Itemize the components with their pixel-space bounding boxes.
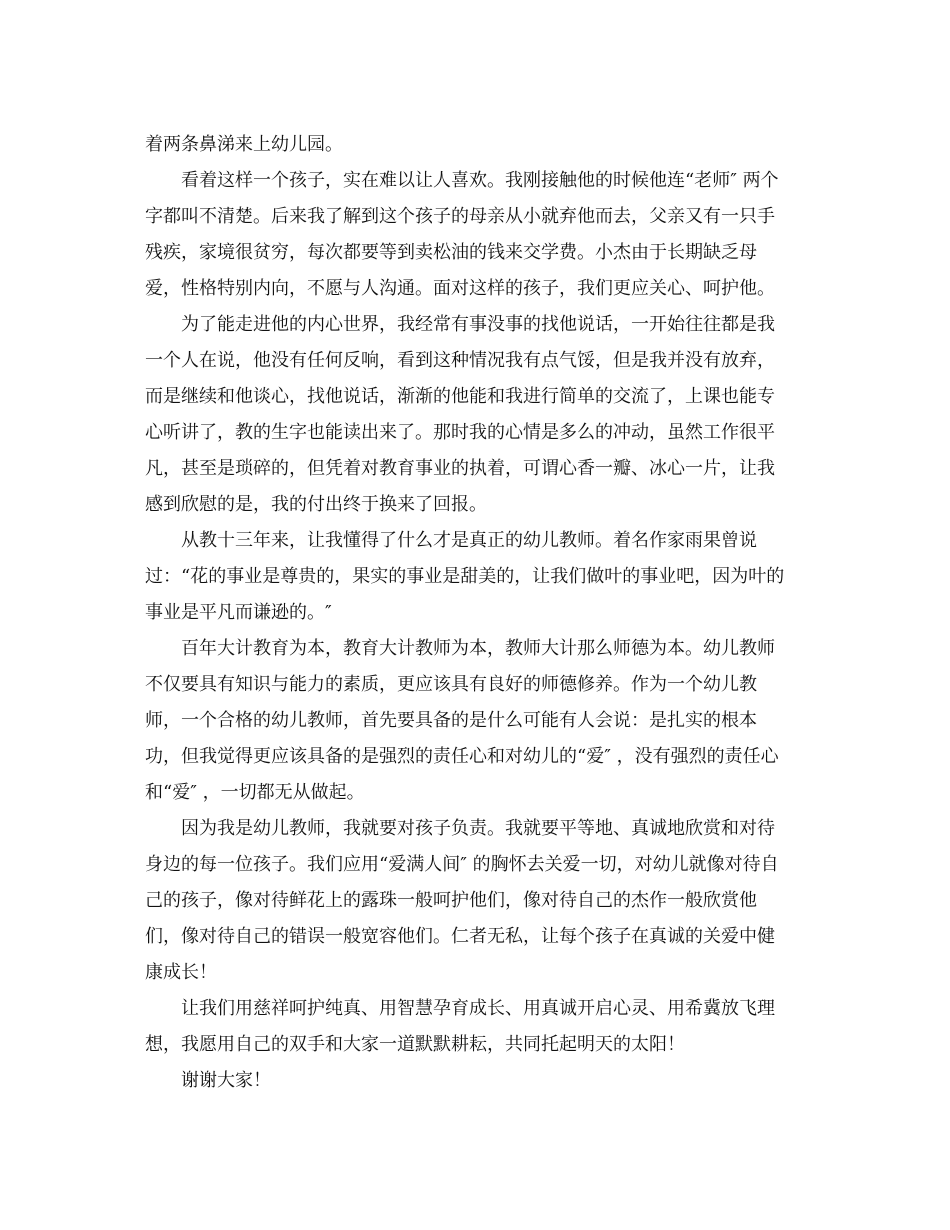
paragraph-first-line: 为了能走进他的内心世界，我经常有事没事的找他说话，一开始往往都是我 — [181, 314, 775, 335]
text-line: 感到欣慰的是，我的付出终于换来了回报。 — [145, 494, 487, 515]
text-line: 过：“花的事业是尊贵的，果实的事业是甜美的，让我们做叶的事业吧，因为叶的 — [145, 566, 785, 587]
text-line: 师，一个合格的幼儿教师，首先要具备的是什么可能有人会说：是扎实的根本 — [145, 710, 757, 731]
text-line: 残疾，家境很贫穷，每次都要等到卖松油的钱来交学费。小杰由于长期缺乏母 — [145, 242, 757, 263]
text-line: 心听讲了，教的生字也能读出来了。那时我的心情是多么的冲动，虽然工作很平 — [145, 422, 775, 443]
paragraph-first-line: 因为我是幼儿教师，我就要对孩子负责。我就要平等地、真诚地欣赏和对待 — [181, 818, 775, 839]
text-line: 着两条鼻涕来上幼儿园。 — [145, 134, 343, 155]
text-line: 康成长！ — [145, 962, 217, 983]
text-line: 爱，性格特别内向，不愿与人沟通。面对这样的孩子，我们更应关心、呵护他。 — [145, 278, 775, 299]
text-line: 功，但我觉得更应该具备的是强烈的责任心和对幼儿的“爱″ ，没有强烈的责任心 — [145, 746, 779, 767]
paragraph-first-line: 从教十三年来，让我懂得了什么才是真正的幼儿教师。着名作家雨果曾说 — [181, 530, 757, 551]
text-line: 事业是平凡而谦逊的。″ — [145, 602, 332, 623]
text-line: 而是继续和他谈心，找他说话，渐渐的他能和我进行简单的交流了，上课也能专 — [145, 386, 775, 407]
paragraph-first-line: 看着这样一个孩子，实在难以让人喜欢。我刚接触他的时候他连“老师″ 两个 — [181, 170, 779, 191]
text-line: 字都叫不清楚。后来我了解到这个孩子的母亲从小就弃他而去，父亲又有一只手 — [145, 206, 775, 227]
text-line: 一个人在说，他没有任何反响，看到这种情况我有点气馁，但是我并没有放弃， — [145, 350, 775, 371]
text-line: 想，我愿用自己的双手和大家一道默默耕耘，共同托起明天的太阳！ — [145, 1034, 685, 1055]
text-line: 不仅要具有知识与能力的素质，更应该具有良好的师德修养。作为一个幼儿教 — [145, 674, 757, 695]
closing-line: 谢谢大家！ — [181, 1070, 271, 1091]
text-line: 凡，甚至是琐碎的，但凭着对教育事业的执着，可谓心香一瓣、冰心一片，让我 — [145, 458, 775, 479]
text-line: 和“爱″ ，一切都无从做起。 — [145, 782, 365, 803]
text-line: 己的孩子，像对待鲜花上的露珠一般呵护他们，像对待自己的杰作一般欣赏他 — [145, 890, 757, 911]
document-page — [145, 127, 807, 1099]
text-line: 身边的每一位孩子。我们应用“爱满人间″ 的胸怀去关爱一切，对幼儿就像对待自 — [145, 854, 779, 875]
paragraph-first-line: 让我们用慈祥呵护纯真、用智慧孕育成长、用真诚开启心灵、用希冀放飞理 — [181, 998, 775, 1019]
paragraph-first-line: 百年大计教育为本，教育大计教师为本，教师大计那么师德为本。幼儿教师 — [181, 638, 775, 659]
text-line: 们，像对待自己的错误一般宽容他们。仁者无私，让每个孩子在真诚的关爱中健 — [145, 926, 775, 947]
